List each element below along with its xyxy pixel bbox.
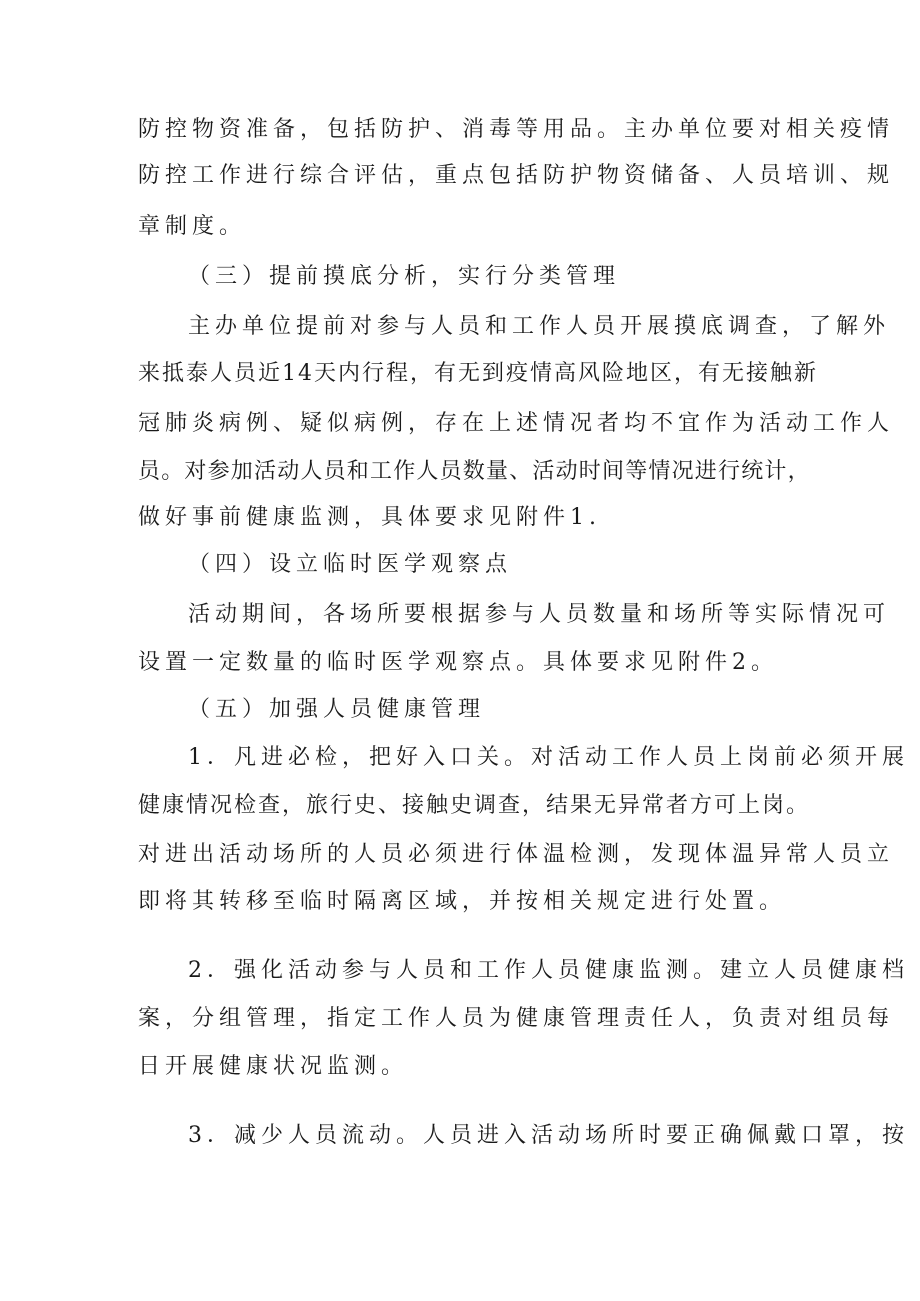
text-line: 章制度。 <box>138 214 247 239</box>
text-line: 冠肺炎病例、疑似病例，存在上述情况者均不宜作为活动工作人 <box>138 411 895 436</box>
text-line: 2．强化活动参与人员和工作人员健康监测。建立人员健康档 <box>188 958 909 983</box>
text-line: 设置一定数量的临时医学观察点。具体要求见附件2。 <box>138 650 778 675</box>
text-line: 活动期间，各场所要根据参与人员数量和场所等实际情况可 <box>188 602 891 627</box>
text-line: 来抵泰人员近14天内行程，有无到疫情高风险地区，有无接触新 <box>138 361 818 386</box>
text-line: 对进出活动场所的人员必须进行体温检测，发现体温异常人员立 <box>138 842 895 867</box>
section-heading-3: （三）提前摸底分析，实行分类管理 <box>188 264 621 289</box>
text-line: 即将其转移至临时隔离区域，并按相关规定进行处置。 <box>138 889 787 914</box>
text-line: 主办单位提前对参与人员和工作人员开展摸底调查，了解外 <box>188 314 891 339</box>
section-heading-4: （四）设立临时医学观察点 <box>188 552 513 577</box>
text-line: 做好事前健康监测，具体要求见附件1. <box>138 505 601 530</box>
text-line: 案，分组管理，指定工作人员为健康管理责任人，负责对组员每 <box>138 1006 895 1031</box>
text-line: 员。对参加活动人员和工作人员数量、活动时间等情况进行统计， <box>138 459 811 484</box>
text-line: 3．减少人员流动。人员进入活动场所时要正确佩戴口罩，按 <box>188 1123 909 1148</box>
text-line: 防控物资准备，包括防护、消毒等用品。主办单位要对相关疫情 <box>138 117 895 142</box>
section-heading-5: （五）加强人员健康管理 <box>188 697 486 722</box>
text-line: 日开展健康状况监测。 <box>138 1054 409 1079</box>
text-line: 1．凡进必检，把好入口关。对活动工作人员上岗前必须开展 <box>188 745 909 770</box>
text-line: 防控工作进行综合评估，重点包括防护物资储备、人员培训、规 <box>138 163 895 188</box>
text-line: 健康情况检查，旅行史、接触史调查，结果无异常者方可上岗。 <box>138 793 811 818</box>
